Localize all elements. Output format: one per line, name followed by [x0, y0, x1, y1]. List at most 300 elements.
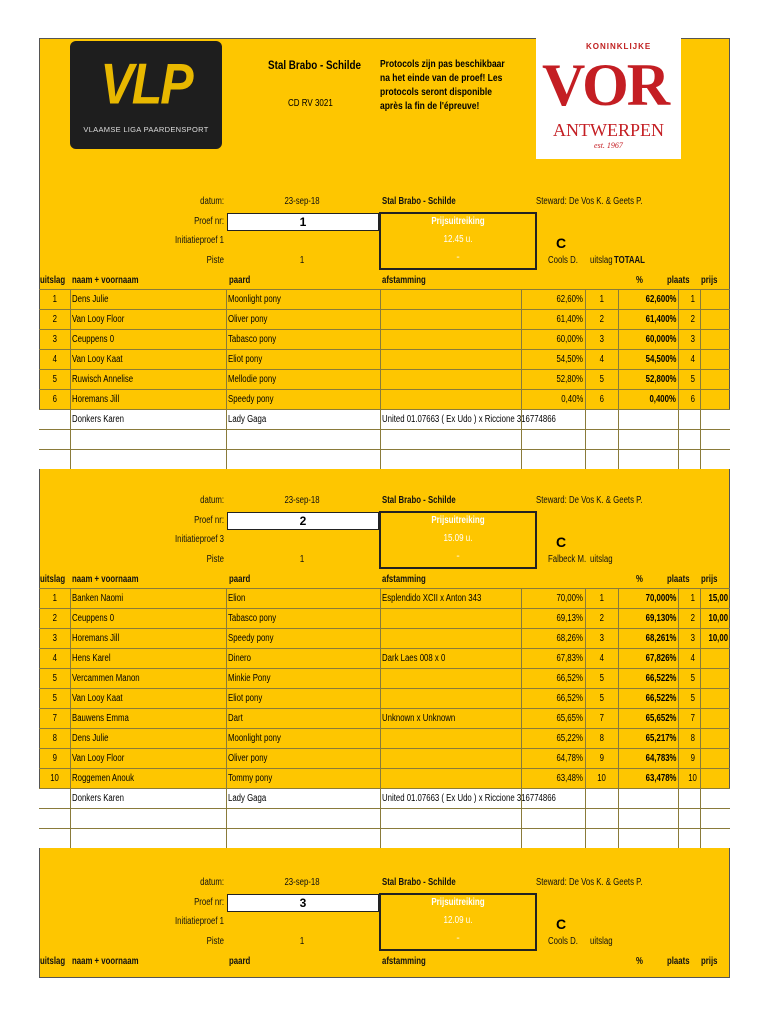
cell-plaats: 6 [690, 394, 696, 405]
col-pct: % [636, 275, 643, 286]
piste-value: 1 [299, 255, 305, 266]
cell-divider [585, 729, 586, 748]
cell-rank: 3 [599, 633, 604, 644]
proef-number: 3 [227, 894, 379, 912]
cell-prijs: 10,00 [708, 613, 728, 624]
table-row [39, 708, 730, 728]
cell-plaats: 5 [690, 693, 696, 704]
cell-naam: Ruwisch Annelise [72, 374, 134, 385]
cell-rank: 4 [599, 354, 604, 365]
section-place: Stal Brabo - Schilde [382, 196, 456, 207]
prijsuitreiking-label: Prijsuitreiking [431, 216, 485, 227]
col-paard: paard [229, 574, 251, 585]
cell-divider [380, 290, 381, 309]
table-row [39, 828, 730, 848]
cell-divider [380, 689, 381, 708]
cell-divider [618, 430, 619, 449]
datum-label: datum: [200, 877, 224, 888]
cell-divider [380, 310, 381, 329]
cell-divider [618, 749, 619, 768]
judge-name: Cools D. [548, 255, 578, 266]
prijsuitreiking-time: 12.45 u. [443, 234, 473, 245]
cell-divider [226, 829, 227, 848]
cell-plaats: 2 [690, 613, 696, 624]
cell-naam: Ceuppens 0 [72, 334, 115, 345]
cell-paard: Speedy pony [228, 394, 274, 405]
cell-naam: Roggemen Anouk [72, 773, 135, 784]
prijsuitreiking-box [379, 893, 537, 951]
steward: Steward: De Vos K. & Geets P. [536, 196, 643, 207]
datum-label: datum: [200, 495, 224, 506]
cell-divider [521, 410, 522, 429]
cell-divider [521, 430, 522, 449]
cell-rank: 7 [599, 713, 604, 724]
cell-divider [70, 789, 71, 808]
cell-uitslag: 3 [52, 633, 57, 644]
cell-paard: Dart [228, 713, 243, 724]
cell-rank: 8 [599, 733, 604, 744]
prijsuitreiking-dash: - [456, 551, 460, 562]
cell-plaats: 2 [690, 314, 696, 325]
table-row [39, 788, 730, 808]
cell-rank: 2 [599, 613, 604, 624]
cell-divider [585, 649, 586, 668]
table-row [39, 728, 730, 748]
table-row [39, 369, 730, 389]
prijsuitreiking-box [379, 511, 537, 569]
cell-uitslag: 10 [50, 773, 59, 784]
cell-divider [700, 789, 701, 808]
cell-divider [618, 589, 619, 608]
cell-afstamming: United 01.07663 ( Ex Udo ) x Riccione 316774866 [382, 414, 556, 425]
cell-uitslag: 6 [52, 394, 57, 405]
cell-divider [618, 809, 619, 828]
cell-divider [521, 809, 522, 828]
cell-naam: Dens Julie [72, 733, 109, 744]
cell-total: 65,217% [645, 733, 676, 744]
cell-divider [380, 789, 381, 808]
table-row [39, 329, 730, 349]
prijsuitreiking-box [379, 212, 537, 270]
cell-divider [380, 589, 381, 608]
cell-divider [70, 410, 71, 429]
cell-prijs: 10,00 [708, 633, 728, 644]
cell-paard: Tabasco pony [228, 334, 277, 345]
col-afstamming: afstamming [382, 956, 426, 967]
cell-divider [380, 669, 381, 688]
cell-total: 66,522% [645, 673, 676, 684]
col-naam: naam + voornaam [72, 574, 139, 585]
cell-divider [380, 330, 381, 349]
piste-label: Piste [206, 255, 224, 266]
proef-number: 2 [227, 512, 379, 530]
cell-total: 66,522% [645, 693, 676, 704]
cell-total: 63,478% [645, 773, 676, 784]
cell-divider [226, 290, 227, 309]
cell-divider [226, 809, 227, 828]
initiatie-label: Initiatieproef 3 [174, 534, 224, 545]
cell-divider [700, 609, 701, 628]
cell-pct: 60,00% [556, 334, 583, 345]
cell-divider [678, 769, 679, 788]
cell-divider [521, 729, 522, 748]
cell-divider [678, 410, 679, 429]
cell-divider [70, 769, 71, 788]
cell-naam: Donkers Karen [72, 793, 125, 804]
cell-pct: 69,13% [556, 613, 583, 624]
cell-naam: Bauwens Emma [72, 713, 129, 724]
col-prijs: prijs [701, 574, 718, 585]
cell-divider [700, 370, 701, 389]
cell-divider [226, 589, 227, 608]
cell-divider [678, 809, 679, 828]
cell-divider [678, 689, 679, 708]
cell-uitslag: 9 [52, 753, 57, 764]
col-pct: % [636, 574, 643, 585]
col-paard: paard [229, 956, 251, 967]
cell-divider [380, 809, 381, 828]
vor-logo-arc: KONINKLIJKE [586, 42, 652, 51]
cell-divider [618, 450, 619, 469]
proef-label: Proef nr: [194, 515, 224, 526]
cell-uitslag: 5 [52, 673, 57, 684]
cell-naam: Van Looy Floor [72, 314, 125, 325]
cell-divider [700, 290, 701, 309]
cell-divider [521, 629, 522, 648]
vlp-logo [70, 41, 222, 149]
cell-uitslag: 7 [52, 713, 57, 724]
cell-pct: 54,50% [556, 354, 583, 365]
cell-divider [678, 390, 679, 409]
table-row [39, 628, 730, 648]
cell-divider [380, 370, 381, 389]
table-row [39, 688, 730, 708]
cell-paard: Lady Gaga [228, 414, 267, 425]
cell-rank: 2 [599, 314, 604, 325]
cell-divider [70, 290, 71, 309]
cell-divider [226, 330, 227, 349]
cell-divider [618, 769, 619, 788]
cell-afstamming: Dark Laes 008 x 0 [382, 653, 446, 664]
cell-plaats: 4 [690, 653, 696, 664]
cell-total: 0,400% [649, 394, 676, 405]
initiatie-label: Initiatieproef 1 [174, 916, 224, 927]
cell-divider [618, 290, 619, 309]
cell-divider [618, 709, 619, 728]
cell-divider [678, 749, 679, 768]
cell-divider [700, 430, 701, 449]
cell-plaats: 9 [690, 753, 696, 764]
cell-divider [521, 609, 522, 628]
cell-divider [380, 649, 381, 668]
cell-divider [700, 749, 701, 768]
cell-paard: Oliver pony [228, 314, 268, 325]
cell-paard: Tabasco pony [228, 613, 277, 624]
cell-rank: 5 [599, 673, 604, 684]
cell-naam: Vercammen Manon [72, 673, 140, 684]
cell-divider [585, 350, 586, 369]
cell-plaats: 3 [690, 633, 696, 644]
cell-divider [226, 709, 227, 728]
vlp-logo-text: VLP [100, 51, 192, 117]
cell-divider [380, 729, 381, 748]
cell-pct: 67,83% [556, 653, 583, 664]
cell-divider [226, 769, 227, 788]
cell-divider [70, 390, 71, 409]
uitslag-subhead: uitslag [590, 554, 613, 565]
cell-pct: 66,52% [556, 693, 583, 704]
piste-label: Piste [206, 554, 224, 565]
cell-naam: Van Looy Kaat [72, 693, 123, 704]
cell-rank: 5 [599, 374, 604, 385]
cell-total: 64,783% [645, 753, 676, 764]
cell-divider [70, 829, 71, 848]
cell-divider [585, 330, 586, 349]
datum-value: 23-sep-18 [284, 877, 320, 888]
cell-divider [521, 749, 522, 768]
category-letter: C [556, 916, 567, 932]
judge-name: Cools D. [548, 936, 578, 947]
cell-divider [700, 689, 701, 708]
cell-divider [700, 450, 701, 469]
cell-divider [226, 729, 227, 748]
table-row [39, 309, 730, 329]
cell-divider [70, 589, 71, 608]
prijsuitreiking-label: Prijsuitreiking [431, 897, 485, 908]
col-afstamming: afstamming [382, 275, 426, 286]
cell-divider [585, 749, 586, 768]
table-row [39, 668, 730, 688]
cell-divider [678, 430, 679, 449]
cell-naam: Hens Karel [72, 653, 111, 664]
cell-divider [618, 330, 619, 349]
cell-total: 68,261% [645, 633, 676, 644]
table-row [39, 608, 730, 628]
cell-divider [226, 430, 227, 449]
cell-divider [226, 410, 227, 429]
section-place: Stal Brabo - Schilde [382, 877, 456, 888]
prijsuitreiking-dash: - [456, 933, 460, 944]
cell-divider [521, 589, 522, 608]
cell-divider [521, 450, 522, 469]
cell-divider [618, 689, 619, 708]
cell-divider [678, 370, 679, 389]
table-row [39, 768, 730, 788]
prijsuitreiking-dash: - [456, 252, 460, 263]
cell-divider [70, 350, 71, 369]
cell-divider [700, 350, 701, 369]
table-row [39, 349, 730, 369]
cell-rank: 10 [597, 773, 606, 784]
datum-value: 23-sep-18 [284, 495, 320, 506]
cell-naam: Dens Julie [72, 294, 109, 305]
cell-divider [618, 669, 619, 688]
cell-divider [226, 649, 227, 668]
cell-total: 62,600% [645, 294, 676, 305]
cell-afstamming: Esplendido XCII x Anton 343 [382, 593, 482, 604]
cell-rank: 9 [599, 753, 604, 764]
cell-divider [380, 390, 381, 409]
col-afstamming: afstamming [382, 574, 426, 585]
cell-uitslag: 1 [52, 593, 57, 604]
cell-paard: Lady Gaga [228, 793, 267, 804]
cell-divider [70, 689, 71, 708]
cell-divider [380, 749, 381, 768]
totaal-label: TOTAAL [614, 255, 645, 266]
cell-plaats: 5 [690, 374, 696, 385]
col-uitslag: uitslag [40, 275, 66, 286]
cell-divider [226, 789, 227, 808]
cell-divider [700, 310, 701, 329]
cell-divider [678, 450, 679, 469]
col-pct: % [636, 956, 643, 967]
cell-divider [678, 729, 679, 748]
cell-divider [521, 769, 522, 788]
cell-pct: 65,22% [556, 733, 583, 744]
cell-paard: Elion [228, 593, 246, 604]
col-prijs: prijs [701, 956, 718, 967]
cell-naam: Horemans Jill [72, 633, 120, 644]
vor-logo-text: VOR [542, 52, 669, 118]
cell-divider [226, 689, 227, 708]
cell-uitslag: 4 [52, 354, 57, 365]
proef-label: Proef nr: [194, 216, 224, 227]
section-place: Stal Brabo - Schilde [382, 495, 456, 506]
cell-naam: Van Looy Floor [72, 753, 125, 764]
cell-divider [521, 370, 522, 389]
cell-divider [380, 410, 381, 429]
cell-divider [226, 669, 227, 688]
prijsuitreiking-label: Prijsuitreiking [431, 515, 485, 526]
cell-total: 61,400% [645, 314, 676, 325]
table-row [39, 808, 730, 828]
vlp-logo-subtitle: VLAAMSE LIGA PAARDENSPORT [83, 125, 209, 134]
vor-logo-city: ANTWERPEN [553, 120, 664, 140]
cell-divider [678, 649, 679, 668]
cell-pct: 64,78% [556, 753, 583, 764]
col-plaats: plaats [667, 956, 690, 967]
cell-paard: Eliot pony [228, 354, 263, 365]
cell-divider [585, 430, 586, 449]
cell-divider [585, 410, 586, 429]
cell-divider [521, 649, 522, 668]
cell-rank: 3 [599, 334, 604, 345]
cell-naam: Horemans Jill [72, 394, 120, 405]
cell-rank: 1 [599, 593, 604, 604]
cell-divider [618, 609, 619, 628]
cell-divider [226, 629, 227, 648]
piste-value: 1 [299, 554, 305, 565]
cell-divider [70, 430, 71, 449]
cell-divider [70, 330, 71, 349]
cell-divider [618, 410, 619, 429]
cell-divider [380, 350, 381, 369]
cell-divider [226, 390, 227, 409]
piste-value: 1 [299, 936, 305, 947]
category-letter: C [556, 534, 567, 550]
cell-divider [700, 649, 701, 668]
table-row [39, 648, 730, 668]
steward: Steward: De Vos K. & Geets P. [536, 495, 643, 506]
cell-paard: Moonlight pony [228, 294, 281, 305]
table-row [39, 429, 730, 449]
cell-divider [618, 789, 619, 808]
cell-naam: Banken Naomi [72, 593, 124, 604]
cell-pct: 68,26% [556, 633, 583, 644]
cell-divider [585, 609, 586, 628]
cell-plaats: 1 [690, 593, 696, 604]
cell-plaats: 3 [690, 334, 696, 345]
cell-divider [585, 589, 586, 608]
cell-total: 70,000% [645, 593, 676, 604]
initiatie-label: Initiatieproef 1 [174, 235, 224, 246]
cell-divider [226, 370, 227, 389]
cell-divider [678, 709, 679, 728]
cell-divider [700, 410, 701, 429]
cell-plaats: 7 [690, 713, 696, 724]
cell-divider [700, 809, 701, 828]
protocol-note: Protocols zijn pas beschikbaar na het einde van de proef! Les protocols seront disponible après la fin de l'épreuve! [380, 59, 505, 112]
cell-paard: Mellodie pony [228, 374, 277, 385]
cell-divider [521, 709, 522, 728]
cell-divider [585, 829, 586, 848]
cell-uitslag: 1 [52, 294, 57, 305]
event-code: CD RV 3021 [288, 98, 333, 109]
steward: Steward: De Vos K. & Geets P. [536, 877, 643, 888]
cell-total: 65,652% [645, 713, 676, 724]
cell-total: 54,500% [645, 354, 676, 365]
cell-uitslag: 8 [52, 733, 57, 744]
cell-divider [70, 609, 71, 628]
col-uitslag: uitslag [40, 956, 66, 967]
cell-divider [521, 789, 522, 808]
cell-divider [380, 769, 381, 788]
cell-naam: Donkers Karen [72, 414, 125, 425]
cell-uitslag: 5 [52, 374, 57, 385]
cell-divider [618, 370, 619, 389]
cell-divider [585, 769, 586, 788]
cell-divider [585, 390, 586, 409]
cell-divider [521, 310, 522, 329]
cell-plaats: 10 [688, 773, 698, 784]
prijsuitreiking-time: 15.09 u. [443, 533, 473, 544]
cell-paard: Tommy pony [228, 773, 273, 784]
col-prijs: prijs [701, 275, 718, 286]
cell-divider [585, 310, 586, 329]
cell-divider [585, 370, 586, 389]
cell-divider [700, 829, 701, 848]
cell-paard: Moonlight pony [228, 733, 281, 744]
col-plaats: plaats [667, 574, 690, 585]
table-row [39, 588, 730, 608]
cell-afstamming: United 01.07663 ( Ex Udo ) x Riccione 316774866 [382, 793, 556, 804]
cell-divider [700, 589, 701, 608]
cell-divider [618, 829, 619, 848]
cell-divider [70, 649, 71, 668]
cell-plaats: 1 [690, 294, 696, 305]
cell-divider [585, 789, 586, 808]
cell-naam: Van Looy Kaat [72, 354, 123, 365]
cell-plaats: 4 [690, 354, 696, 365]
cell-divider [70, 669, 71, 688]
cell-divider [380, 450, 381, 469]
cell-pct: 63,48% [556, 773, 583, 784]
col-plaats: plaats [667, 275, 690, 286]
cell-prijs: 15,00 [708, 593, 728, 604]
cell-divider [70, 809, 71, 828]
event-title: Stal Brabo - Schilde [268, 58, 361, 72]
cell-divider [380, 609, 381, 628]
